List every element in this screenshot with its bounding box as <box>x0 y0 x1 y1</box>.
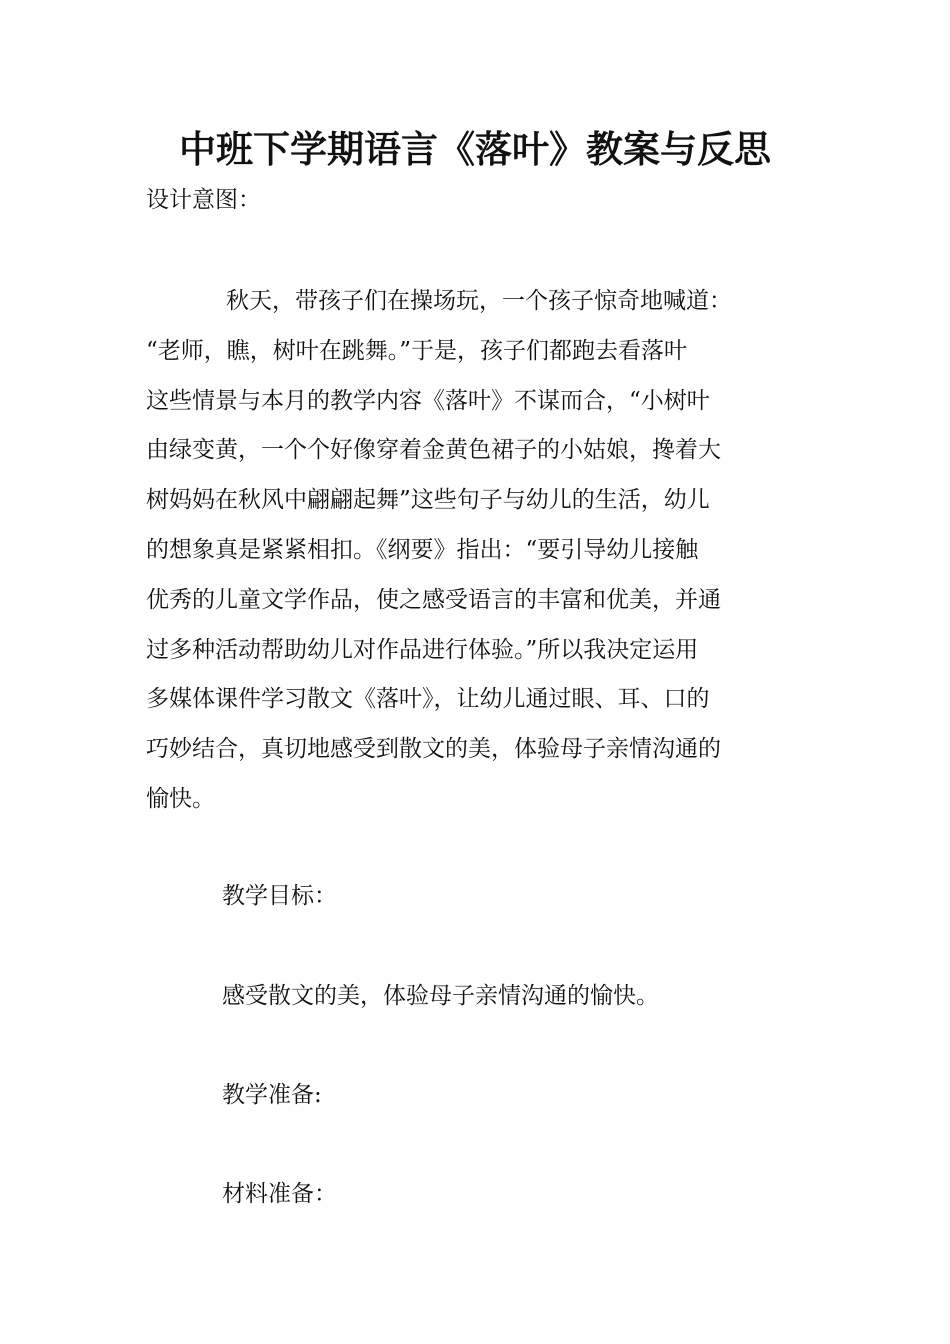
design-intent-paragraph <box>146 283 808 831</box>
teaching-goal-text: 感受散文的美，体验母子亲情沟通的愉快。 <box>222 983 659 1009</box>
paragraph-line: “老师，瞧，树叶在跳舞。”于是，孩子们都跑去看落叶 <box>146 337 688 364</box>
teaching-goal-heading: 教学目标： <box>222 883 337 909</box>
paragraph-line: 愉快。 <box>146 785 215 812</box>
paragraph-line: 这些情景与本月的教学内容《落叶》不谋而合，“小树叶 <box>146 387 710 414</box>
design-intent-heading: 设计意图： <box>146 187 261 213</box>
paragraph-line: 优秀的儿童文学作品，使之感受语言的丰富和优美，并通 <box>146 586 721 613</box>
material-prep-heading: 材料准备： <box>222 1181 337 1207</box>
paragraph-line: 树妈妈在秋风中翩翩起舞”这些句子与幼儿的生活，幼儿 <box>146 487 710 514</box>
paragraph-line: 多媒体课件学习散文《落叶》，让幼儿通过眼、耳、口的 <box>146 686 710 713</box>
teaching-prep-heading: 教学准备: <box>222 1082 322 1108</box>
page-title: 中班下学期语言《落叶》教案与反思 <box>179 128 771 171</box>
paragraph-line: 秋天，带孩子们在操场玩，一个孩子惊奇地喊道： <box>226 288 732 314</box>
paragraph-line: 由绿变黄，一个个好像穿着金黄色裙子的小姑娘，搀着大 <box>146 437 721 464</box>
paragraph-line: 巧妙结合，真切地感受到散文的美，体验母子亲情沟通的 <box>146 736 721 763</box>
paragraph-line: 过多种活动帮助幼儿对作品进行体验。”所以我决定运用 <box>146 636 699 663</box>
paragraph-line: 的想象真是紧紧相扣。《纲要》指出：“要引导幼儿接触 <box>146 536 699 563</box>
